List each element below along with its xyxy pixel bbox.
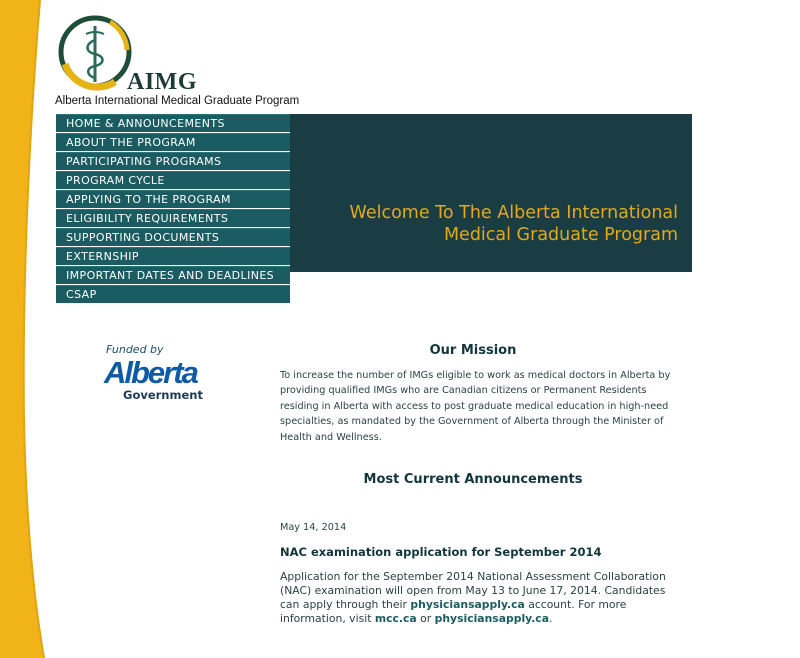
nav-item-about[interactable]: ABOUT THE PROGRAM <box>56 133 290 151</box>
logo-subtitle: Alberta International Medical Graduate Program <box>55 95 300 107</box>
nav-item-eligibility[interactable]: ELIGIBILITY REQUIREMENTS <box>56 209 290 227</box>
welcome-text <box>350 202 678 246</box>
mission-heading: Our Mission <box>429 343 517 358</box>
announcements-heading: Most Current Announcements <box>363 472 583 487</box>
announcement-body-text-2: account. For more information, visit <box>280 598 627 625</box>
main-navigation <box>56 114 290 304</box>
caduceus-icon <box>55 12 135 94</box>
alberta-wordmark: Alberta <box>104 355 197 390</box>
announcement-body-text-4: . <box>548 612 553 625</box>
mcc-link[interactable]: mcc.ca <box>374 612 417 625</box>
nav-item-csap[interactable]: CSAP <box>56 285 290 303</box>
nav-item-applying[interactable]: APPLYING TO THE PROGRAM <box>56 190 290 208</box>
announcement-body-text-1: Application for the September 2014 National Assessment Collaboration (NAC) examination will open from May 13 to June 17, 2014. Candidates can apply through their <box>280 570 666 611</box>
welcome-line-1: Welcome To The Alberta International <box>349 203 678 223</box>
announcement-title: NAC examination application for September 2014 <box>280 545 602 559</box>
nav-item-program-cycle[interactable]: PROGRAM CYCLE <box>56 171 290 189</box>
announcement-date: May 14, 2014 <box>280 522 347 533</box>
welcome-banner <box>290 114 692 272</box>
government-label: Government <box>123 388 203 402</box>
funded-by-alberta-logo[interactable] <box>104 343 224 405</box>
announcement-body-text-3: or <box>416 612 435 625</box>
nav-item-externship[interactable]: EXTERNSHIP <box>56 247 290 265</box>
mission-text: To increase the number of IMGs eligible to work as medical doctors in Alberta by providing qualified IMGs who are Canadian citizens or Permanent Residents residing in Alberta with access to post graduate medical education in high-need specialties, as mandated by the Government of Alberta through the Minister of Health and Wellness. <box>280 370 671 443</box>
aimg-logo[interactable] <box>55 12 300 112</box>
welcome-line-2: Medical Graduate Program <box>443 225 678 245</box>
decorative-swoosh <box>0 0 60 658</box>
physiciansapply-link[interactable]: physiciansapply.ca <box>410 598 525 611</box>
physiciansapply-link-2[interactable]: physiciansapply.ca <box>434 612 549 625</box>
logo-acronym: AIMG <box>127 69 197 95</box>
nav-item-participating-programs[interactable]: PARTICIPATING PROGRAMS <box>56 152 290 170</box>
funded-by-label: Funded by <box>106 343 164 356</box>
nav-item-important-dates[interactable]: IMPORTANT DATES AND DEADLINES <box>56 266 290 284</box>
announcement-body <box>280 570 670 626</box>
nav-item-home[interactable]: HOME & ANNOUNCEMENTS <box>56 114 290 132</box>
nav-item-supporting-documents[interactable]: SUPPORTING DOCUMENTS <box>56 228 290 246</box>
